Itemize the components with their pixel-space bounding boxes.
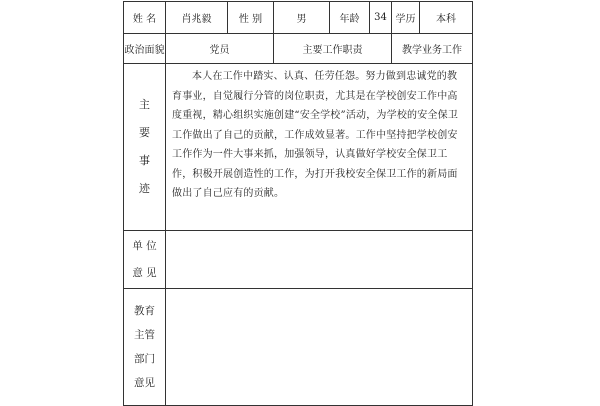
edu-dept-opinion-label-line: 教育 xyxy=(134,305,155,317)
main-duty-label: 主要工作职责 xyxy=(274,34,392,64)
commendation-form-table xyxy=(123,1,473,406)
education-value: 本科 xyxy=(420,2,473,34)
edu-dept-opinion-label xyxy=(124,289,166,406)
political-status-value: 党员 xyxy=(166,34,274,64)
unit-opinion-label-line: 单 位 xyxy=(132,239,157,252)
main-deeds-label xyxy=(124,64,166,231)
name-label: 姓 名 xyxy=(124,2,166,34)
unit-opinion-field[interactable] xyxy=(166,231,473,289)
main-deeds-row xyxy=(124,64,473,231)
education-label: 学历 xyxy=(392,2,420,34)
unit-opinion-label xyxy=(124,231,166,289)
gender-value: 男 xyxy=(274,2,330,34)
political-duty-row xyxy=(124,34,473,64)
main-deeds-label-stack xyxy=(124,91,165,203)
main-deeds-text: 本人在工作中踏实、认真、任劳任怨。努力做到忠诚党的教育事业，自觉履行分管的岗位职责，尤其是在学校创安工作中高度重视，精心组织实施创建“安全学校”活动，为学校的安全保卫工作做出了自己的贡献，工作成效显著。工作中坚持把学校创安工作作为一件大事来抓，加强领导，认真做好学校安全保卫工作，积极开展创造性的工作，为打开我校安全保卫工作的新局面做出了自己应有的贡献。 xyxy=(166,64,473,231)
main-deeds-label-char: 要 xyxy=(139,126,150,139)
unit-opinion-row xyxy=(124,231,473,289)
age-value: 34 xyxy=(370,2,392,34)
edu-dept-opinion-field[interactable] xyxy=(166,289,473,406)
main-duty-value: 教学业务工作 xyxy=(392,34,473,64)
political-status-label: 政治面貌 xyxy=(124,34,166,64)
unit-opinion-label-line: 意 见 xyxy=(132,266,157,279)
main-deeds-label-char: 迹 xyxy=(139,182,150,195)
unit-opinion-label-stack xyxy=(124,233,165,287)
main-deeds-label-char: 事 xyxy=(139,154,150,167)
basic-info-row xyxy=(124,2,473,34)
edu-dept-opinion-row xyxy=(124,289,473,406)
main-deeds-label-char: 主 xyxy=(139,98,150,111)
name-value: 肖兆毅 xyxy=(166,2,228,34)
edu-dept-opinion-label-line: 部门 xyxy=(134,353,155,365)
edu-dept-opinion-label-line: 意见 xyxy=(134,377,155,389)
age-label: 年龄 xyxy=(330,2,370,34)
edu-dept-opinion-label-stack xyxy=(124,299,165,395)
edu-dept-opinion-label-line: 主管 xyxy=(134,329,155,341)
gender-label: 性 别 xyxy=(228,2,274,34)
